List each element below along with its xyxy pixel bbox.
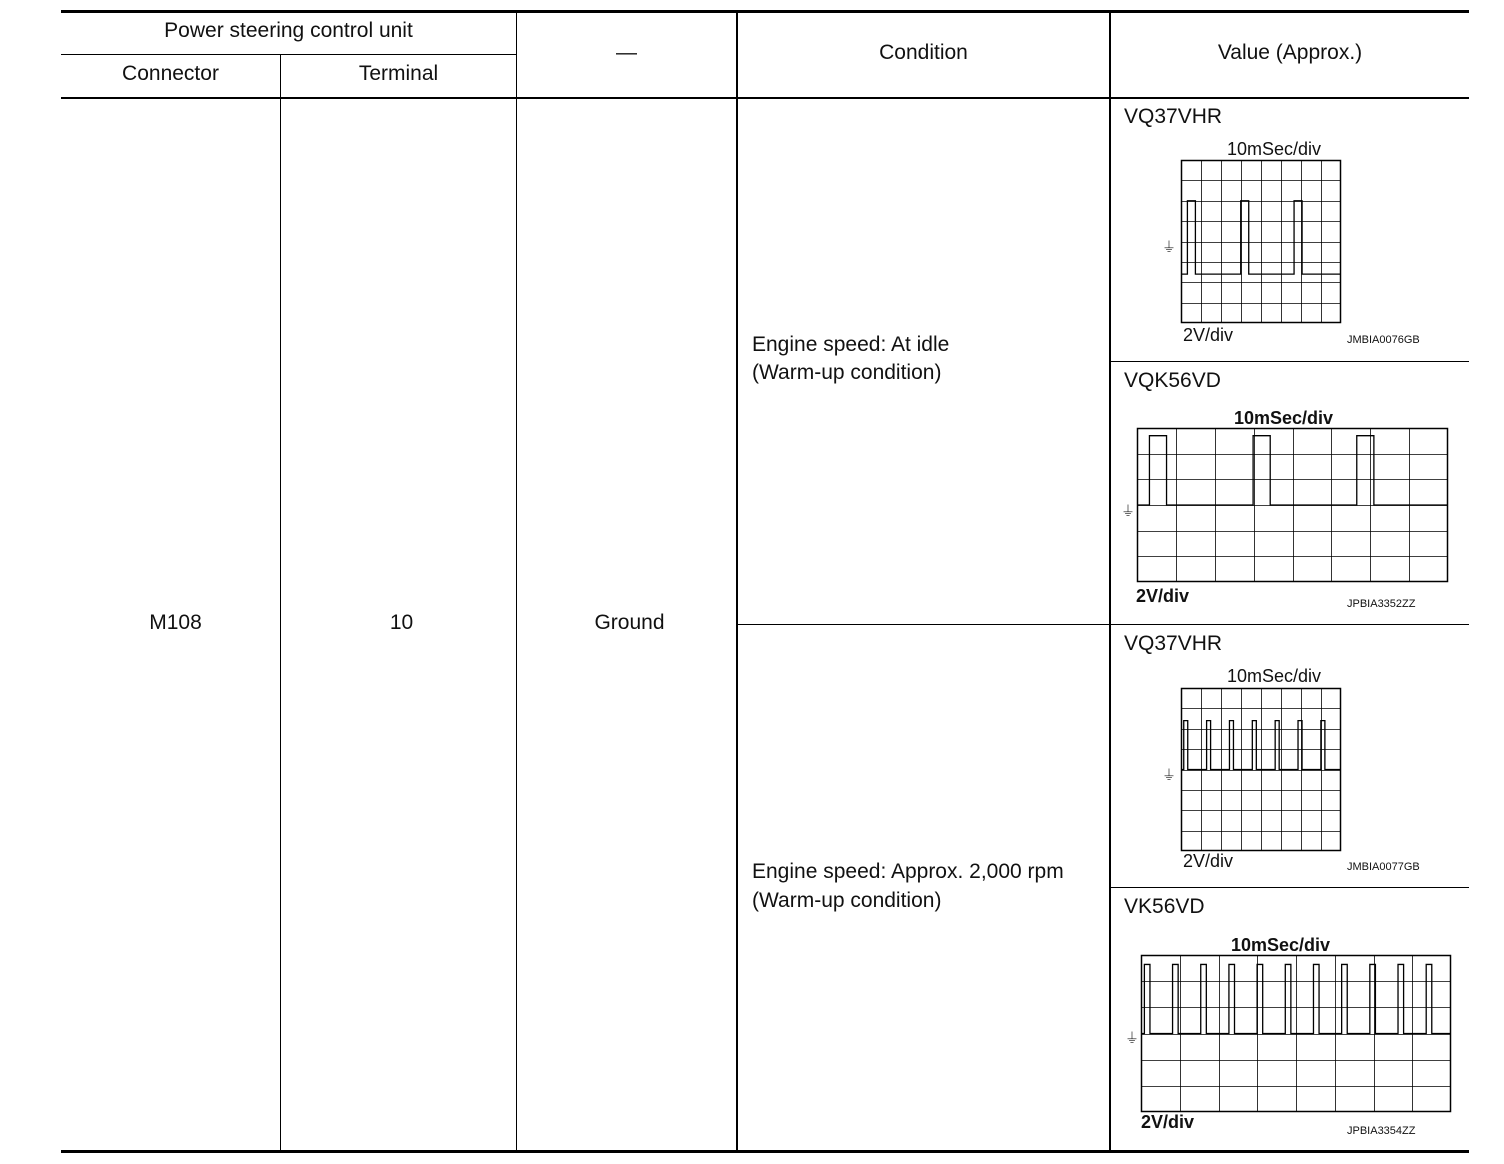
column-divider [736, 12, 738, 1151]
scope-time-div: 10mSec/div [1227, 666, 1322, 686]
connector-cell: M108 [149, 611, 202, 634]
waveform-trace [1137, 436, 1448, 505]
scope-engine-label: VQK56VD [1124, 369, 1221, 392]
condition-2000rpm-line2: (Warm-up condition) [752, 889, 942, 912]
ground-symbol-icon: ⏚ [1162, 767, 1176, 783]
header-connector: Connector [122, 62, 219, 85]
scope-time-div: 10mSec/div [1227, 139, 1322, 159]
scope-volt-div: 2V/div [1183, 851, 1234, 871]
scope-engine-label: VQ37VHR [1124, 632, 1223, 655]
oscilloscope-waveform [1141, 955, 1451, 1112]
waveform-trace [1181, 201, 1341, 274]
condition-2000rpm-line1: Engine speed: Approx. 2,000 rpm [752, 860, 1064, 883]
condition-idle-line1: Engine speed: At idle [752, 333, 950, 356]
header-terminal: Terminal [358, 62, 439, 85]
ground-cell: Ground [594, 611, 665, 634]
scope-engine-label: VQ37VHR [1124, 105, 1223, 128]
ground-symbol-icon: ⏚ [1121, 503, 1135, 519]
oscilloscope-waveform [1181, 160, 1341, 323]
table-bottom-rule [61, 1150, 1469, 1153]
value-row-divider [1110, 361, 1469, 362]
scope-engine-label: VK56VD [1124, 895, 1205, 918]
header-group-rule [61, 54, 516, 55]
header-group-label: Power steering control unit [164, 19, 413, 42]
waveform-trace [1141, 964, 1451, 1033]
scope-frame [1182, 161, 1341, 323]
header-value: Value (Approx.) [1217, 41, 1363, 64]
scope-time-div: 10mSec/div [1234, 408, 1334, 428]
column-divider [280, 55, 281, 1151]
oscilloscope-waveform [1181, 688, 1341, 851]
scope-time-div: 10mSec/div [1231, 935, 1331, 955]
scope-image-id: JPBIA3352ZZ [1347, 598, 1416, 610]
ground-symbol-icon: ⏚ [1125, 1030, 1139, 1046]
condition-idle-line2: (Warm-up condition) [752, 361, 942, 384]
scope-volt-div: 2V/div [1183, 325, 1234, 345]
table-top-rule [61, 10, 1469, 13]
waveform-trace [1181, 721, 1341, 770]
header-bottom-rule [61, 97, 1469, 99]
value-row-divider [1110, 887, 1469, 888]
column-divider [1109, 12, 1111, 1151]
scope-volt-div: 2V/div [1141, 1112, 1195, 1132]
column-divider [516, 12, 517, 1151]
scope-image-id: JMBIA0077GB [1347, 861, 1420, 873]
scope-image-id: JMBIA0076GB [1347, 334, 1420, 346]
ground-symbol-icon: ⏚ [1162, 239, 1176, 255]
terminal-cell: 10 [389, 611, 414, 634]
header-condition: Condition [879, 41, 968, 64]
scope-volt-div: 2V/div [1136, 586, 1190, 606]
scope-image-id: JPBIA3354ZZ [1347, 1125, 1416, 1137]
oscilloscope-waveform [1137, 428, 1448, 582]
condition-row-divider [737, 624, 1469, 625]
header-dash: — [616, 41, 637, 64]
